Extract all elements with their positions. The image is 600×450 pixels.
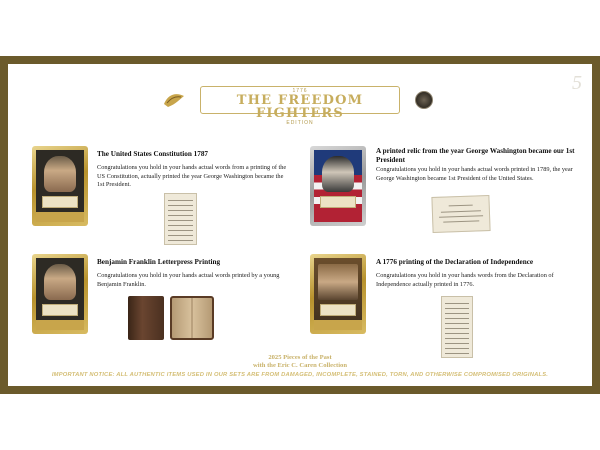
banner-year: 1776	[292, 88, 308, 94]
item-body: Congratulations you hold in your hands actual words printed in 1789, the year George Washington became 1st President of the United States.	[376, 166, 573, 182]
page-number: 5	[572, 72, 582, 94]
footer-line-2: with the Eric C. Caren Collection	[252, 362, 347, 369]
open-book-image	[170, 296, 214, 340]
item-title: Benjamin Franklin Letterpress Printing	[97, 258, 221, 266]
declaration-document-image	[441, 296, 473, 358]
item-body: Congratulations you hold in your hands actual words from a printing of the US Constitution, actually printed the year George Washington became the 1st President.	[97, 164, 287, 189]
banner-title: THE FREEDOM FIGHTERS	[236, 93, 364, 121]
franklin-young-card-icon	[32, 254, 88, 334]
item-title: The United States Constitution 1787	[97, 150, 209, 158]
washington-card-icon	[310, 146, 366, 226]
item-body: Congratulations you hold in your hands words from the Declaration of Independence actually printed in 1776.	[376, 272, 554, 288]
closed-book-image	[128, 296, 164, 340]
item-title: A printed relic from the year George Washington became our 1st President	[376, 147, 575, 164]
set-title-banner	[200, 86, 400, 126]
item-title: A 1776 printing of the Declaration of Independence	[376, 258, 534, 266]
brand-logo-icon	[162, 90, 186, 110]
franklin-card-icon	[32, 146, 88, 226]
item-body: Congratulations you hold in your hands actual words printed by a young Benjamin Franklin.	[97, 272, 280, 288]
constitution-document-image	[164, 193, 197, 245]
washington-document-image	[431, 195, 490, 233]
banner-edition: EDITION	[286, 120, 314, 126]
declaration-card-icon	[310, 254, 366, 334]
seal-icon	[415, 91, 433, 109]
important-notice: IMPORTANT NOTICE: ALL AUTHENTIC ITEMS USED IN OUR SETS ARE FROM DAMAGED, INCOMPLETE, STAINED, TORN, AND OTHERWISE COMPROMISED ORIGINALS.	[51, 372, 549, 378]
footer-line-1: 2025 Pieces of the Past	[268, 354, 332, 361]
